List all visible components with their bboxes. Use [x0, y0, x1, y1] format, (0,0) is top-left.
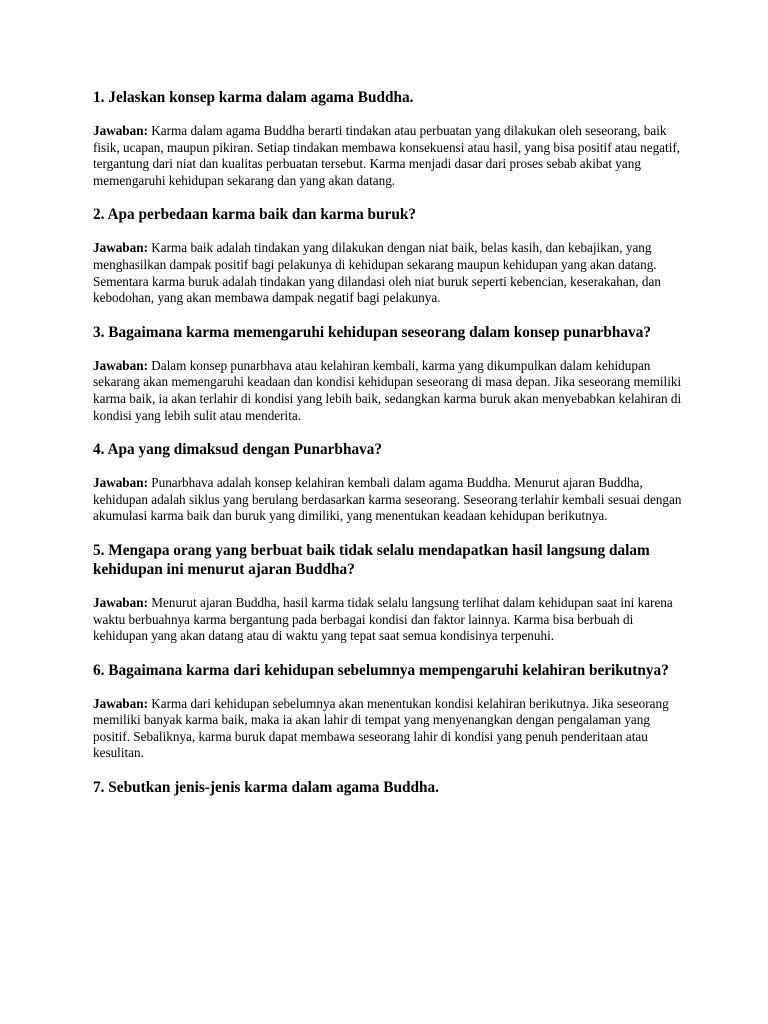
qa-item-6 — [93, 661, 683, 762]
answer-1 — [93, 123, 683, 189]
answer-5-text: Menurut ajaran Buddha, hasil karma tidak selalu langsung terlihat dalam kehidupan saat ini karena waktu berbuahnya karma bergantung pada berbagai kondisi dan faktor lainnya. Karma bisa berbuah di kehidupan yang akan datang atau di waktu yang tepat saat semua kondisinya terpenuhi. — [93, 594, 673, 644]
answer-label: Jawaban: — [93, 123, 148, 138]
document-page — [93, 88, 683, 813]
question-4: 4. Apa yang dimaksud dengan Punarbhava? — [93, 441, 383, 459]
answer-3 — [93, 358, 683, 424]
answer-6-text: Karma dari kehidupan sebelumnya akan menentukan kondisi kelahiran berikutnya. Jika seseorang memiliki banyak karma baik, maka ia akan lahir di tempat yang menyenangkan dengan pengalaman yang positif. Sebaliknya, karma buruk dapat membawa seseorang lahir di kondisi yang penuh penderitaan atau kesulitan. — [93, 695, 669, 761]
qa-item-1 — [93, 88, 683, 189]
answer-2-text: Karma baik adalah tindakan yang dilakukan dengan niat baik, belas kasih, dan kebajikan, yang menghasilkan dampak positif bagi pelakunya di kehidupan sekarang maupun kehidupan yang akan datang. Sementara karma buruk adalah tindakan yang dilandasi oleh niat buruk seperti kebencian, keserakahan, dan kebodohan, yang akan membawa dampak negatif bagi pelakunya. — [93, 240, 661, 306]
question-5: 5. Mengapa orang yang berbuat baik tidak selalu mendapatkan hasil langsung dalam kehidupan ini menurut ajaran Buddha? — [93, 541, 650, 578]
answer-4 — [93, 475, 683, 525]
qa-item-4 — [93, 440, 683, 525]
question-1: 1. Jelaskan konsep karma dalam agama Buddha. — [93, 89, 414, 106]
question-3: 3. Bagaimana karma memengaruhi kehidupan seseorang dalam konsep punarbhava? — [93, 323, 652, 341]
answer-label: Jawaban: — [93, 475, 148, 491]
answer-label: Jawaban: — [93, 240, 148, 256]
answer-label: Jawaban: — [93, 695, 148, 711]
qa-item-3 — [93, 323, 683, 424]
qa-item-2 — [93, 205, 683, 306]
answer-6 — [93, 696, 683, 762]
answer-5 — [93, 595, 683, 645]
qa-item-5 — [93, 541, 683, 645]
answer-4-text: Punarbhava adalah konsep kelahiran kembali dalam agama Buddha. Menurut ajaran Buddha, kehidupan adalah siklus yang berulang berdasarkan karma seseorang. Seseorang terlahir kembali sesuai dengan akumulasi karma baik dan buruk yang dimiliki, yang menentukan keadaan kehidupan berikutnya. — [93, 475, 682, 524]
question-2: 2. Apa perbedaan karma baik dan karma buruk? — [93, 206, 417, 224]
answer-3-text: Dalam konsep punarbhava atau kelahiran kembali, karma yang dikumpulkan dalam kehidupan sekarang akan memengaruhi keadaan dan kondisi kehidupan seseorang di masa depan. Jika seseorang memiliki karma baik, ia akan terlahir di kondisi yang lebih baik, sedangkan karma buruk akan menyebabkan kelahiran di kondisi yang lebih sulit atau menderita. — [93, 357, 682, 423]
qa-item-7 — [93, 778, 683, 797]
answer-1-text: Karma dalam agama Buddha berarti tindakan atau perbuatan yang dilakukan oleh seseorang, baik fisik, ucapan, maupun pikiran. Setiap tindakan membawa konsekuensi atau hasil, yang bisa positif atau negatif, tergantung dari niat dan kualitas perbuatan tersebut. Karma menjadi dasar dari proses sebab akibat yang memengaruhi kehidupan sekarang dan yang akan datang. — [93, 123, 681, 188]
answer-label: Jawaban: — [93, 357, 148, 373]
question-6: 6. Bagaimana karma dari kehidupan sebelumnya mempengaruhi kelahiran berikutnya? — [93, 661, 669, 679]
answer-2 — [93, 240, 683, 306]
answer-label: Jawaban: — [93, 594, 148, 610]
question-7: 7. Sebutkan jenis-jenis karma dalam agama Buddha. — [93, 779, 439, 797]
